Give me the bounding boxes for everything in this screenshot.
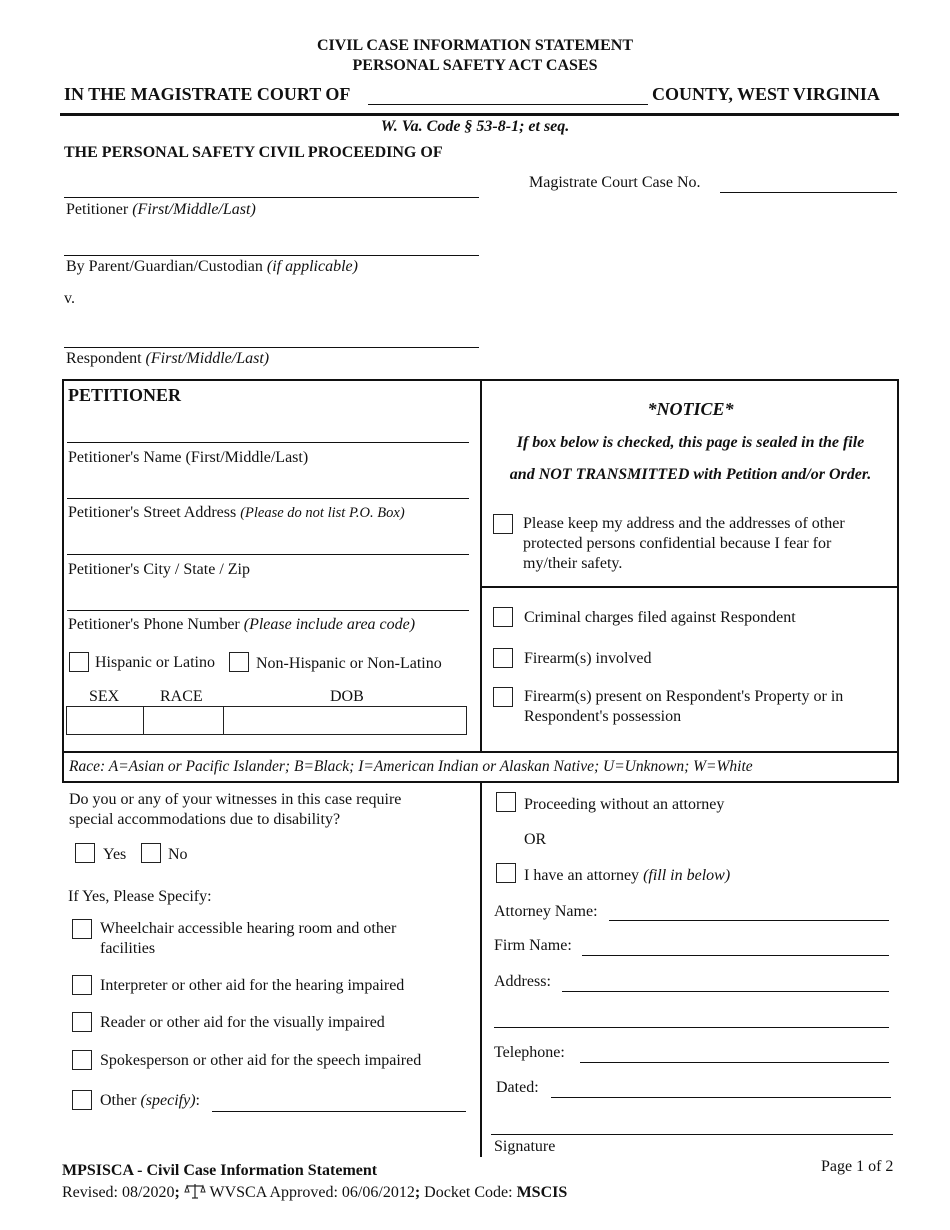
- criminal-charges-label: Criminal charges filed against Respondent: [524, 609, 796, 626]
- spokesperson-checkbox[interactable]: [72, 1050, 92, 1070]
- bottom-divider: [480, 783, 482, 1157]
- footer-revision: Revised: 08/2020; WVSCA Approved: 06/06/2012; Docket Code: MSCIS: [62, 1183, 567, 1204]
- address-field-2[interactable]: [494, 1027, 889, 1028]
- accommodations-no-checkbox[interactable]: [141, 843, 161, 863]
- spokesperson-label: Spokesperson or other aid for the speech impaired: [100, 1052, 422, 1069]
- other-specify-field[interactable]: [212, 1111, 466, 1112]
- notice-line-1: If box below is checked, this page is sealed in the file: [516, 434, 865, 451]
- without-attorney-checkbox[interactable]: [496, 792, 516, 812]
- petitioner-city-field[interactable]: [67, 554, 469, 555]
- sex-cell[interactable]: [66, 706, 143, 735]
- firm-name-field[interactable]: [582, 955, 889, 956]
- non-hispanic-checkbox[interactable]: [229, 652, 249, 672]
- petitioner-name-field[interactable]: [67, 442, 469, 443]
- scales-icon: [184, 1183, 206, 1204]
- firearms-involved-checkbox[interactable]: [493, 648, 513, 668]
- signature-field[interactable]: [491, 1134, 893, 1135]
- county-field[interactable]: [368, 104, 648, 105]
- notice-line-2: and NOT TRANSMITTED with Petition and/or Order.: [509, 466, 872, 483]
- respondent-caption-field[interactable]: [64, 347, 479, 348]
- confidential-checkbox[interactable]: [493, 514, 513, 534]
- non-hispanic-label: Non-Hispanic or Non-Latino: [256, 655, 442, 672]
- proceeding-heading: THE PERSONAL SAFETY CIVIL PROCEEDING OF: [64, 144, 443, 161]
- versus: v.: [64, 290, 75, 307]
- accommodations-no-label: No: [168, 846, 188, 863]
- firm-name-label: Firm Name:: [494, 937, 572, 954]
- guardian-label: By Parent/Guardian/Custodian (if applicable): [66, 258, 358, 275]
- accommodations-yes-label: Yes: [103, 846, 127, 863]
- petitioner-heading: PETITIONER: [68, 385, 182, 405]
- form-title: CIVIL CASE INFORMATION STATEMENT: [316, 37, 634, 54]
- petitioner-street-label: Petitioner's Street Address (Please do not list P.O. Box): [68, 504, 405, 521]
- firearms-involved-label: Firearm(s) involved: [524, 650, 652, 667]
- race-header: RACE: [160, 688, 203, 705]
- dob-cell[interactable]: [224, 706, 467, 735]
- case-number-field[interactable]: [720, 192, 897, 193]
- attorney-name-field[interactable]: [609, 920, 889, 921]
- wheelchair-label: Wheelchair accessible hearing room and other facilities: [100, 920, 397, 957]
- petitioner-caption-label: Petitioner (First/Middle/Last): [66, 201, 256, 218]
- dated-field[interactable]: [551, 1097, 891, 1098]
- if-yes-label: If Yes, Please Specify:: [68, 888, 212, 905]
- guardian-field[interactable]: [64, 255, 479, 256]
- form-subtitle: PERSONAL SAFETY ACT CASES: [352, 57, 598, 74]
- reader-checkbox[interactable]: [72, 1012, 92, 1032]
- confidential-label: Please keep my address and the addresses of other protected persons confidential because I fear for my/their safety.: [523, 515, 845, 572]
- have-attorney-checkbox[interactable]: [496, 863, 516, 883]
- court-suffix: COUNTY, WEST VIRGINIA: [652, 84, 880, 104]
- firearms-present-label: Firearm(s) present on Respondent's Property or in Respondent's possession: [524, 688, 844, 725]
- dob-header: DOB: [330, 688, 364, 705]
- petitioner-street-field[interactable]: [67, 498, 469, 499]
- petitioner-city-label: Petitioner's City / State / Zip: [68, 561, 250, 578]
- signature-label: Signature: [494, 1138, 556, 1155]
- hispanic-checkbox[interactable]: [69, 652, 89, 672]
- other-label: Other (specify):: [100, 1092, 200, 1109]
- firearms-present-checkbox[interactable]: [493, 687, 513, 707]
- notice-heading: *NOTICE*: [647, 399, 734, 419]
- case-number-label: Magistrate Court Case No.: [529, 174, 701, 191]
- race-key: Race: A=Asian or Pacific Islander; B=Black; I=American Indian or Alaskan Native; U=Unknown; W=White: [69, 758, 753, 775]
- petitioner-name-label: Petitioner's Name (First/Middle/Last): [68, 449, 309, 466]
- address-label: Address:: [494, 973, 551, 990]
- have-attorney-label: I have an attorney (fill in below): [524, 867, 731, 884]
- hispanic-label: Hispanic or Latino: [95, 654, 215, 671]
- race-cell[interactable]: [143, 706, 224, 735]
- wheelchair-checkbox[interactable]: [72, 919, 92, 939]
- petitioner-caption-field[interactable]: [64, 197, 479, 198]
- footer-form-title: MPSISCA - Civil Case Information Statement: [62, 1162, 378, 1179]
- court-prefix: IN THE MAGISTRATE COURT OF: [64, 84, 351, 104]
- header-rule: [60, 113, 899, 116]
- or-label: OR: [524, 831, 547, 848]
- accommodations-yes-checkbox[interactable]: [75, 843, 95, 863]
- code-reference: W. Va. Code § 53-8-1; et seq.: [380, 118, 570, 135]
- petitioner-phone-label: Petitioner's Phone Number (Please include area code): [68, 616, 416, 633]
- telephone-field[interactable]: [580, 1062, 889, 1063]
- page-number: Page 1 of 2: [821, 1158, 894, 1175]
- accommodations-question: Do you or any of your witnesses in this case require special accommodations due to disability?: [69, 791, 402, 828]
- respondent-caption-label: Respondent (First/Middle/Last): [66, 350, 270, 367]
- criminal-charges-checkbox[interactable]: [493, 607, 513, 627]
- attorney-name-label: Attorney Name:: [494, 903, 598, 920]
- reader-label: Reader or other aid for the visually impaired: [100, 1014, 385, 1031]
- notice-divider: [480, 586, 899, 588]
- other-checkbox[interactable]: [72, 1090, 92, 1110]
- address-field-1[interactable]: [562, 991, 889, 992]
- interpreter-label: Interpreter or other aid for the hearing impaired: [100, 977, 405, 994]
- petitioner-phone-field[interactable]: [67, 610, 469, 611]
- interpreter-checkbox[interactable]: [72, 975, 92, 995]
- without-attorney-label: Proceeding without an attorney: [524, 796, 725, 813]
- dated-label: Dated:: [496, 1079, 539, 1096]
- race-key-divider: [62, 751, 899, 753]
- sex-header: SEX: [89, 688, 120, 705]
- telephone-label: Telephone:: [494, 1044, 565, 1061]
